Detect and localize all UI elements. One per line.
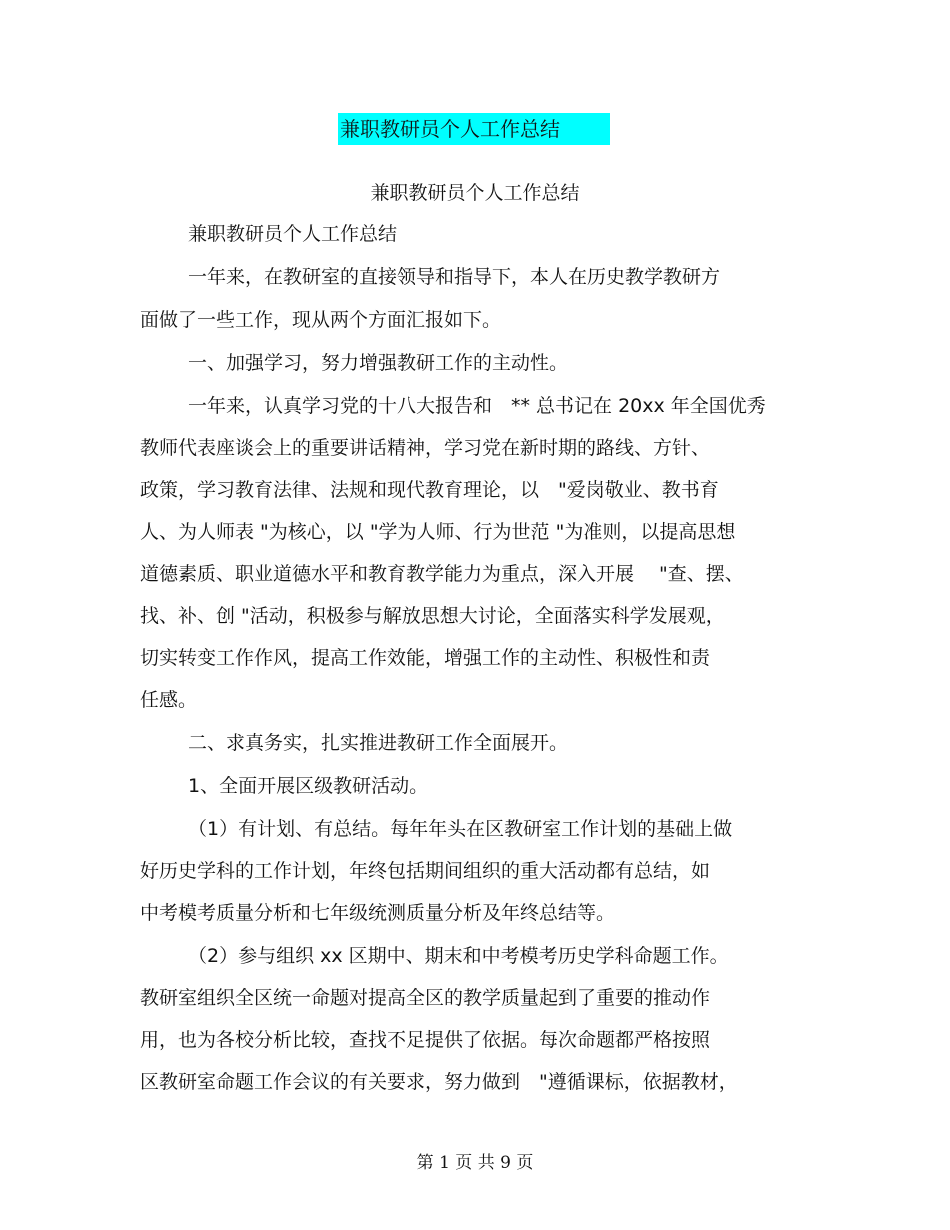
paragraph-line: （2）参与组织 xx 区期中、期末和中考模考历史学科命题工作。: [188, 945, 729, 967]
subsection-heading: 1、全面开展区级教研活动。: [188, 775, 429, 797]
paragraph-line: 人、为人师表 "为核心，以 "学为人师、行为世范 "为准则，以提高思想: [140, 521, 736, 543]
paragraph-line: 好历史学科的工作计划，年终包括期间组织的重大活动都有总结，如: [140, 860, 711, 882]
paragraph-line: 区教研室命题工作会议的有关要求，努力做到 "遵循课标，依据教材，: [140, 1071, 738, 1093]
page-number-footer: 第 1 页 共 9 页: [416, 1153, 534, 1173]
section-heading: 二、求真务实，扎实推进教研工作全面展开。: [188, 732, 569, 754]
paragraph-line: 中考模考质量分析和七年级统测质量分析及年终总结等。: [140, 902, 616, 924]
section-heading: 一、加强学习，努力增强教研工作的主动性。: [188, 352, 569, 374]
paragraph-line: 教研室组织全区统一命题对提高全区的教学质量起到了重要的推动作: [140, 987, 711, 1009]
paragraph-line: 任感。: [140, 689, 198, 711]
paragraph-line: 切实转变工作作风，提高工作效能，增强工作的主动性、积极性和责: [140, 647, 711, 669]
paragraph-line: （1）有计划、有总结。每年年头在区教研室工作计划的基础上做: [188, 818, 733, 840]
paragraph-line: 政策，学习教育法律、法规和现代教育理论，以 "爱岗敬业、教书育: [140, 479, 719, 501]
paragraph-line: 兼职教研员个人工作总结: [188, 223, 398, 245]
paragraph-line: 面做了一些工作，现从两个方面汇报如下。: [140, 309, 502, 331]
paragraph-line: 道德素质、职业道德水平和教育教学能力为重点，深入开展 "查、摆、: [140, 563, 744, 585]
paragraph-line: 一年来，认真学习党的十八大报告和 ** 总书记在 20xx 年全国优秀: [188, 395, 766, 417]
paragraph-line: 一年来，在教研室的直接领导和指导下，本人在历史教学教研方: [188, 266, 721, 288]
paragraph-line: 用，也为各校分析比较，查找不足提供了依据。每次命题都严格按照: [140, 1029, 711, 1051]
document-title: 兼职教研员个人工作总结: [340, 117, 560, 141]
document-subtitle: 兼职教研员个人工作总结: [370, 182, 580, 204]
paragraph-line: 找、补、创 "活动，积极参与解放思想大讨论，全面落实科学发展观，: [140, 605, 725, 627]
paragraph-line: 教师代表座谈会上的重要讲话精神，学习党在新时期的路线、方针、: [140, 437, 711, 459]
